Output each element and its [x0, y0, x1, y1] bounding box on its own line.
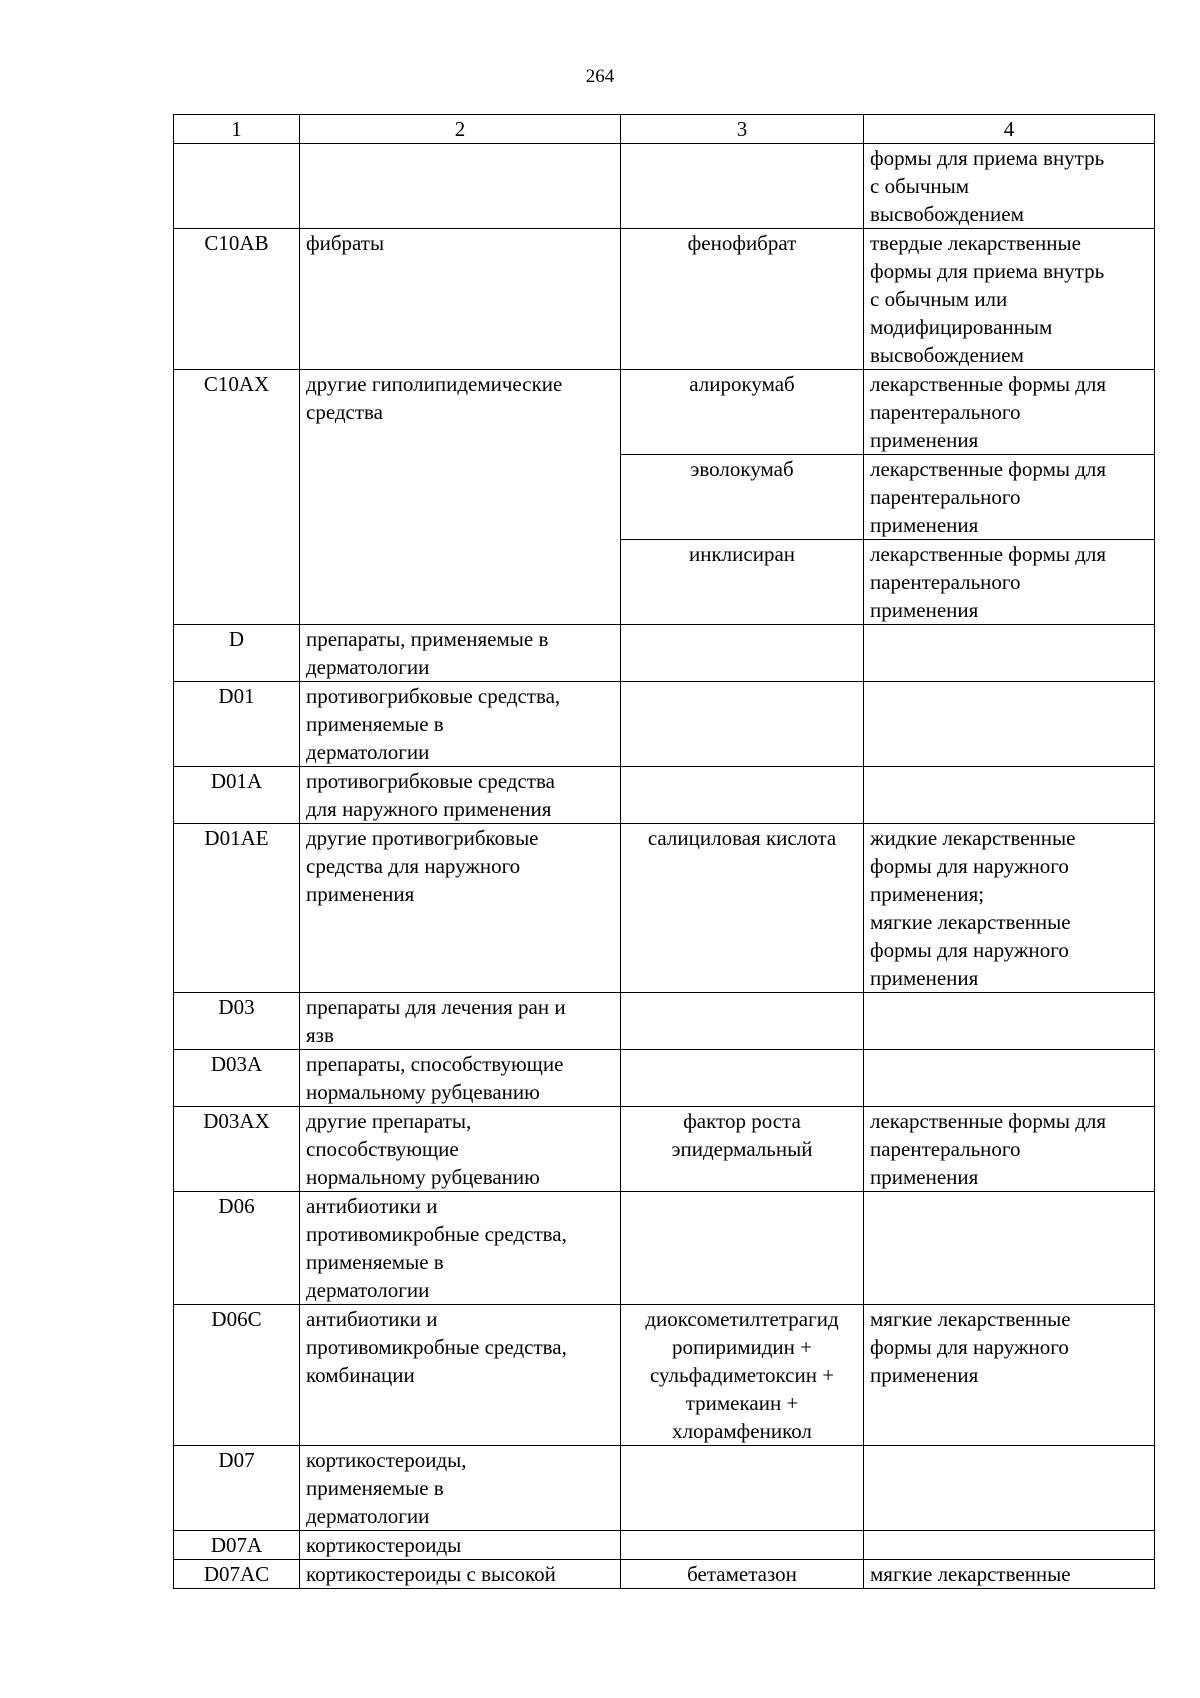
anatomical-therapeutic-group-cell	[300, 144, 621, 229]
header-col-3: 3	[621, 115, 864, 144]
table-row	[174, 1050, 1155, 1107]
header-col-4: 4	[864, 115, 1155, 144]
table-row	[174, 1560, 1155, 1589]
table-row	[174, 993, 1155, 1050]
anatomical-therapeutic-group-cell: кортикостероиды	[300, 1531, 621, 1560]
dosage-form-cell: мягкие лекарственные формы для наружного применения	[864, 1305, 1155, 1446]
table-row	[174, 144, 1155, 229]
dosage-form-cell: лекарственные формы для парентерального применения	[864, 370, 1155, 455]
drug-name-cell	[621, 767, 864, 824]
anatomical-therapeutic-group-cell: препараты, способствующие нормальному рубцеванию	[300, 1050, 621, 1107]
atc-code-cell: D06C	[174, 1305, 300, 1446]
table-row	[174, 767, 1155, 824]
table-row	[174, 1446, 1155, 1531]
drug-name-cell: инклисиран	[621, 540, 864, 625]
drug-name-cell	[621, 1050, 864, 1107]
dosage-form-cell: твердые лекарственные формы для приема внутрь с обычным или модифицированным высвобождением	[864, 229, 1155, 370]
atc-code-cell: D03	[174, 993, 300, 1050]
drug-name-cell: фенофибрат	[621, 229, 864, 370]
table-row	[174, 625, 1155, 682]
atc-code-cell: C10AX	[174, 370, 300, 625]
table-row	[174, 1305, 1155, 1446]
dosage-form-cell	[864, 993, 1155, 1050]
dosage-form-cell	[864, 1446, 1155, 1531]
dosage-form-cell	[864, 1531, 1155, 1560]
anatomical-therapeutic-group-cell: противогрибковые средства для наружного применения	[300, 767, 621, 824]
table-row	[174, 370, 1155, 455]
drug-name-cell	[621, 993, 864, 1050]
drug-name-cell: салициловая кислота	[621, 824, 864, 993]
table-row	[174, 682, 1155, 767]
dosage-form-cell: лекарственные формы для парентерального применения	[864, 540, 1155, 625]
anatomical-therapeutic-group-cell: фибраты	[300, 229, 621, 370]
drug-name-cell: эволокумаб	[621, 455, 864, 540]
anatomical-therapeutic-group-cell: другие противогрибковые средства для наружного применения	[300, 824, 621, 993]
anatomical-therapeutic-group-cell: антибиотики и противомикробные средства, применяемые в дерматологии	[300, 1192, 621, 1305]
anatomical-therapeutic-group-cell: препараты, применяемые в дерматологии	[300, 625, 621, 682]
table-header-row	[174, 115, 1155, 144]
dosage-form-cell	[864, 1050, 1155, 1107]
table-row	[174, 824, 1155, 993]
atc-code-cell: D	[174, 625, 300, 682]
anatomical-therapeutic-group-cell: противогрибковые средства, применяемые в дерматологии	[300, 682, 621, 767]
drug-name-cell	[621, 1446, 864, 1531]
drug-name-cell: алирокумаб	[621, 370, 864, 455]
atc-code-cell: D06	[174, 1192, 300, 1305]
atc-code-cell: D03A	[174, 1050, 300, 1107]
dosage-form-cell: формы для приема внутрь с обычным высвобождением	[864, 144, 1155, 229]
dosage-form-cell	[864, 625, 1155, 682]
drug-name-cell	[621, 144, 864, 229]
dosage-form-cell	[864, 1192, 1155, 1305]
drug-name-cell: фактор роста эпидермальный	[621, 1107, 864, 1192]
anatomical-therapeutic-group-cell: другие гиполипидемические средства	[300, 370, 621, 625]
header-col-1: 1	[174, 115, 300, 144]
atc-code-cell: D01A	[174, 767, 300, 824]
table-row	[174, 1531, 1155, 1560]
page-number: 264	[585, 66, 615, 87]
drug-name-cell	[621, 682, 864, 767]
table-row	[174, 229, 1155, 370]
anatomical-therapeutic-group-cell: препараты для лечения ран и язв	[300, 993, 621, 1050]
table-row	[174, 1192, 1155, 1305]
atc-code-cell: D01AE	[174, 824, 300, 993]
anatomical-therapeutic-group-cell: кортикостероиды, применяемые в дерматологии	[300, 1446, 621, 1531]
atc-code-cell: D07	[174, 1446, 300, 1531]
dosage-form-cell: лекарственные формы для парентерального применения	[864, 1107, 1155, 1192]
drug-name-cell: бетаметазон	[621, 1560, 864, 1589]
atc-code-cell: D03AX	[174, 1107, 300, 1192]
drug-name-cell	[621, 1192, 864, 1305]
dosage-form-cell: мягкие лекарственные	[864, 1560, 1155, 1589]
table-row	[174, 1107, 1155, 1192]
atc-code-cell	[174, 144, 300, 229]
atc-code-cell: D07A	[174, 1531, 300, 1560]
drug-name-cell	[621, 1531, 864, 1560]
dosage-form-cell: жидкие лекарственные формы для наружного применения; мягкие лекарственные формы для наружного применения	[864, 824, 1155, 993]
drug-name-cell	[621, 625, 864, 682]
drug-classification-table	[173, 114, 1155, 1589]
anatomical-therapeutic-group-cell: другие препараты, способствующие нормальному рубцеванию	[300, 1107, 621, 1192]
dosage-form-cell: лекарственные формы для парентерального применения	[864, 455, 1155, 540]
anatomical-therapeutic-group-cell: кортикостероиды с высокой	[300, 1560, 621, 1589]
dosage-form-cell	[864, 682, 1155, 767]
anatomical-therapeutic-group-cell: антибиотики и противомикробные средства, комбинации	[300, 1305, 621, 1446]
drug-name-cell: диоксометилтетрагид ропиримидин + сульфадиметоксин + тримекаин + хлорамфеникол	[621, 1305, 864, 1446]
header-col-2: 2	[300, 115, 621, 144]
atc-code-cell: C10AB	[174, 229, 300, 370]
atc-code-cell: D07AC	[174, 1560, 300, 1589]
dosage-form-cell	[864, 767, 1155, 824]
atc-code-cell: D01	[174, 682, 300, 767]
table-body	[174, 115, 1155, 1589]
